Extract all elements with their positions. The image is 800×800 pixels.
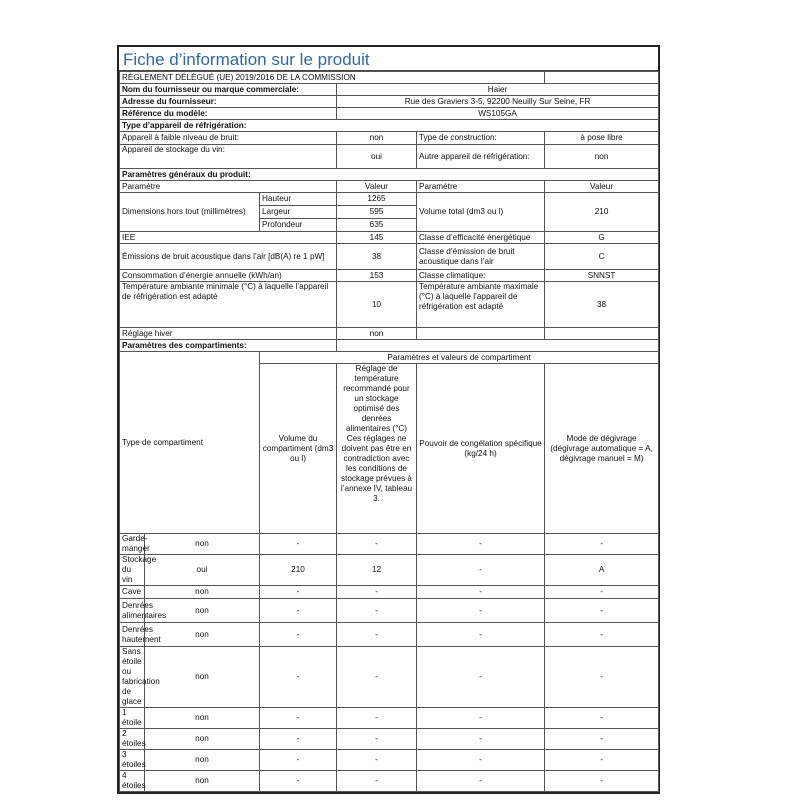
compartment-present: non: [145, 771, 260, 792]
depth-value: 635: [337, 219, 417, 232]
volume-total-value: 210: [545, 193, 659, 232]
value-header-right: Valeur: [545, 181, 659, 193]
noise-class-label: Classe d’émission de bruit acoustique dans l’air: [417, 244, 545, 270]
regulation-text: RÈGLEMENT DÉLÉGUÉ (UE) 2019/2016 DE LA COMMISSION: [120, 72, 545, 84]
compartment-defrost: -: [545, 750, 659, 771]
compartment-temp: -: [337, 771, 417, 792]
compartment-defrost: -: [545, 647, 659, 708]
compartments-heading: Paramètres des compartiments:: [120, 340, 337, 352]
compartment-temp: -: [337, 750, 417, 771]
compartment-defrost: -: [545, 708, 659, 729]
compartment-defrost: A: [545, 555, 659, 586]
model-value: WS105GA: [337, 108, 659, 120]
compartment-freeze: -: [417, 729, 545, 750]
compartment-name: Denrées alimentaires: [120, 599, 145, 623]
compartment-row: [120, 555, 659, 586]
low-noise-row: [120, 132, 659, 145]
param-header-left: Paramètre: [120, 181, 337, 193]
ambient-temp-row: [120, 282, 659, 328]
height-row: [120, 193, 659, 206]
compartment-freeze: -: [417, 708, 545, 729]
compartment-volume: -: [260, 750, 337, 771]
construction-label: Type de construction:: [417, 132, 545, 145]
compartment-present: non: [145, 586, 260, 599]
param-header-right: Paramètre: [417, 181, 545, 193]
winter-label: Réglage hiver: [120, 328, 337, 340]
compartment-row: [120, 771, 659, 792]
compartment-defrost: -: [545, 586, 659, 599]
compartment-volume: -: [260, 599, 337, 623]
compartment-name: 2 étoiles: [120, 729, 145, 750]
compartment-temp: -: [337, 623, 417, 647]
height-label: Hauteur: [260, 193, 337, 206]
wine-value: oui: [337, 145, 417, 169]
appliance-type-heading-row: [120, 120, 659, 132]
compartment-temp-header: Réglage de température recommandé pour un stockage optimisé des denrées alimentaires (°C) Ces réglages ne doivent pas être en contradiction avec les conditions de stockage prévues à l’annexe IV, tableau 3.: [337, 364, 417, 534]
climate-label: Classe climatique:: [417, 270, 545, 282]
low-noise-label: Appareil à faible niveau de bruit:: [120, 132, 337, 145]
general-header-row: [120, 181, 659, 193]
compartment-temp: -: [337, 729, 417, 750]
compartment-temp: -: [337, 708, 417, 729]
compartment-rows: [120, 534, 659, 792]
compartment-temp: 12: [337, 555, 417, 586]
wine-label: Appareil de stockage du vin:: [120, 145, 337, 169]
regulation-row: [120, 72, 659, 84]
consumption-label: Consommation d’énergie annuelle (kWh/an): [120, 270, 337, 282]
supplier-name-value: Haier: [337, 84, 659, 96]
compartment-row: [120, 708, 659, 729]
depth-label: Profondeur: [260, 219, 337, 232]
noise-class-value: C: [545, 244, 659, 270]
noise-value: 38: [337, 244, 417, 270]
construction-value: à pose libre: [545, 132, 659, 145]
compartment-volume: -: [260, 771, 337, 792]
compartment-group-header: Paramètres et valeurs de compartiment: [260, 352, 659, 364]
compartment-name: Garde-manger: [120, 534, 145, 555]
winter-value: non: [337, 328, 417, 340]
compartment-row: [120, 534, 659, 555]
noise-row: [120, 244, 659, 270]
compartment-freeze-header: Pouvoir de congélation spécifique (kg/24 h): [417, 364, 545, 534]
compartment-volume: -: [260, 623, 337, 647]
compartment-present: non: [145, 708, 260, 729]
iee-row: [120, 232, 659, 244]
supplier-name-row: [120, 84, 659, 96]
compartment-defrost: -: [545, 771, 659, 792]
compartment-freeze: -: [417, 586, 545, 599]
appliance-type-heading: Type d’appareil de réfrigération:: [120, 120, 659, 132]
compartment-present: non: [145, 750, 260, 771]
model-row: [120, 108, 659, 120]
low-noise-value: non: [337, 132, 417, 145]
sheet-title: Fiche d’information sur le produit: [119, 47, 658, 71]
compartment-volume: -: [260, 586, 337, 599]
min-temp-value: 10: [337, 282, 417, 328]
compartment-freeze: -: [417, 555, 545, 586]
compartment-row: [120, 647, 659, 708]
dimensions-label: Dimensions hors tout (millimètres): [120, 193, 260, 232]
compartment-volume: 210: [260, 555, 337, 586]
supplier-address-row: [120, 96, 659, 108]
general-heading-row: [120, 169, 659, 181]
noise-label: Émissions de bruit acoustique dans l’air [dB(A) re 1 pW]: [120, 244, 337, 270]
consumption-row: [120, 270, 659, 282]
other-label: Autre appareil de réfrigération:: [417, 145, 545, 169]
compartment-present: non: [145, 623, 260, 647]
width-label: Largeur: [260, 206, 337, 219]
compartment-volume: -: [260, 647, 337, 708]
compartment-temp: -: [337, 534, 417, 555]
width-value: 595: [337, 206, 417, 219]
compartment-temp: -: [337, 599, 417, 623]
regulation-empty: [545, 72, 659, 84]
compartment-freeze: -: [417, 647, 545, 708]
compartment-name: Cave: [120, 586, 145, 599]
compartment-freeze: -: [417, 599, 545, 623]
compartment-volume: -: [260, 534, 337, 555]
general-heading: Paramètres généraux du produit:: [120, 169, 659, 181]
energy-class-value: G: [545, 232, 659, 244]
compartment-present: non: [145, 534, 260, 555]
compartment-temp: -: [337, 647, 417, 708]
compartments-heading-empty: [337, 340, 659, 352]
compartment-name: 4 étoiles: [120, 771, 145, 792]
iee-label: IEE: [120, 232, 337, 244]
compartment-name: 3 étoiles: [120, 750, 145, 771]
product-info-sheet: [117, 45, 660, 794]
compartment-freeze: -: [417, 623, 545, 647]
climate-value: SNNST: [545, 270, 659, 282]
compartment-name: Stockage du vin: [120, 555, 145, 586]
compartments-group-row: [120, 352, 659, 364]
compartment-volume: -: [260, 729, 337, 750]
compartment-freeze: -: [417, 534, 545, 555]
winter-row: [120, 328, 659, 340]
compartment-temp: -: [337, 586, 417, 599]
supplier-name-label: Nom du fournisseur ou marque commerciale:: [120, 84, 337, 96]
compartment-defrost: -: [545, 729, 659, 750]
compartment-defrost: -: [545, 623, 659, 647]
compartment-row: [120, 586, 659, 599]
compartment-type-header: Type de compartiment: [120, 352, 260, 534]
compartment-row: [120, 750, 659, 771]
wine-row: [120, 145, 659, 169]
compartment-name: Sans étoile ou fabrication de glace: [120, 647, 145, 708]
winter-empty-2: [545, 328, 659, 340]
max-temp-label: Température ambiante maximale (°C) à laquelle l’appareil de réfrigération est adapté: [417, 282, 545, 328]
value-header-left: Valeur: [337, 181, 417, 193]
compartment-row: [120, 623, 659, 647]
compartment-name: Denrées hautement: [120, 623, 145, 647]
compartments-heading-row: [120, 340, 659, 352]
other-value: non: [545, 145, 659, 169]
compartment-present: oui: [145, 555, 260, 586]
compartment-volume: -: [260, 708, 337, 729]
supplier-address-label: Adresse du fournisseur:: [120, 96, 337, 108]
compartment-name: 1 étoile: [120, 708, 145, 729]
iee-value: 145: [337, 232, 417, 244]
max-temp-value: 38: [545, 282, 659, 328]
compartment-volume-header: Volume du compartiment (dm3 ou l): [260, 364, 337, 534]
compartment-freeze: -: [417, 771, 545, 792]
compartment-row: [120, 599, 659, 623]
model-label: Référence du modèle:: [120, 108, 337, 120]
supplier-address-value: Rue des Graviers 3-5, 92200 Neuilly Sur Seine, FR: [337, 96, 659, 108]
compartment-defrost: -: [545, 599, 659, 623]
winter-empty-1: [417, 328, 545, 340]
volume-total-label: Volume total (dm3 ou l): [417, 193, 545, 232]
sheet-table: [119, 71, 659, 792]
compartment-present: non: [145, 647, 260, 708]
min-temp-label: Température ambiante minimale (°C) à laquelle l’appareil de réfrigération est adapté: [120, 282, 337, 328]
energy-class-label: Classe d’efficacité énergétique: [417, 232, 545, 244]
compartment-present: non: [145, 599, 260, 623]
compartment-freeze: -: [417, 750, 545, 771]
height-value: 1265: [337, 193, 417, 206]
consumption-value: 153: [337, 270, 417, 282]
compartment-present: non: [145, 729, 260, 750]
compartment-defrost-header: Mode de dégivrage (dégivrage automatique = A, dégivrage manuel = M): [545, 364, 659, 534]
compartment-row: [120, 729, 659, 750]
compartment-defrost: -: [545, 534, 659, 555]
